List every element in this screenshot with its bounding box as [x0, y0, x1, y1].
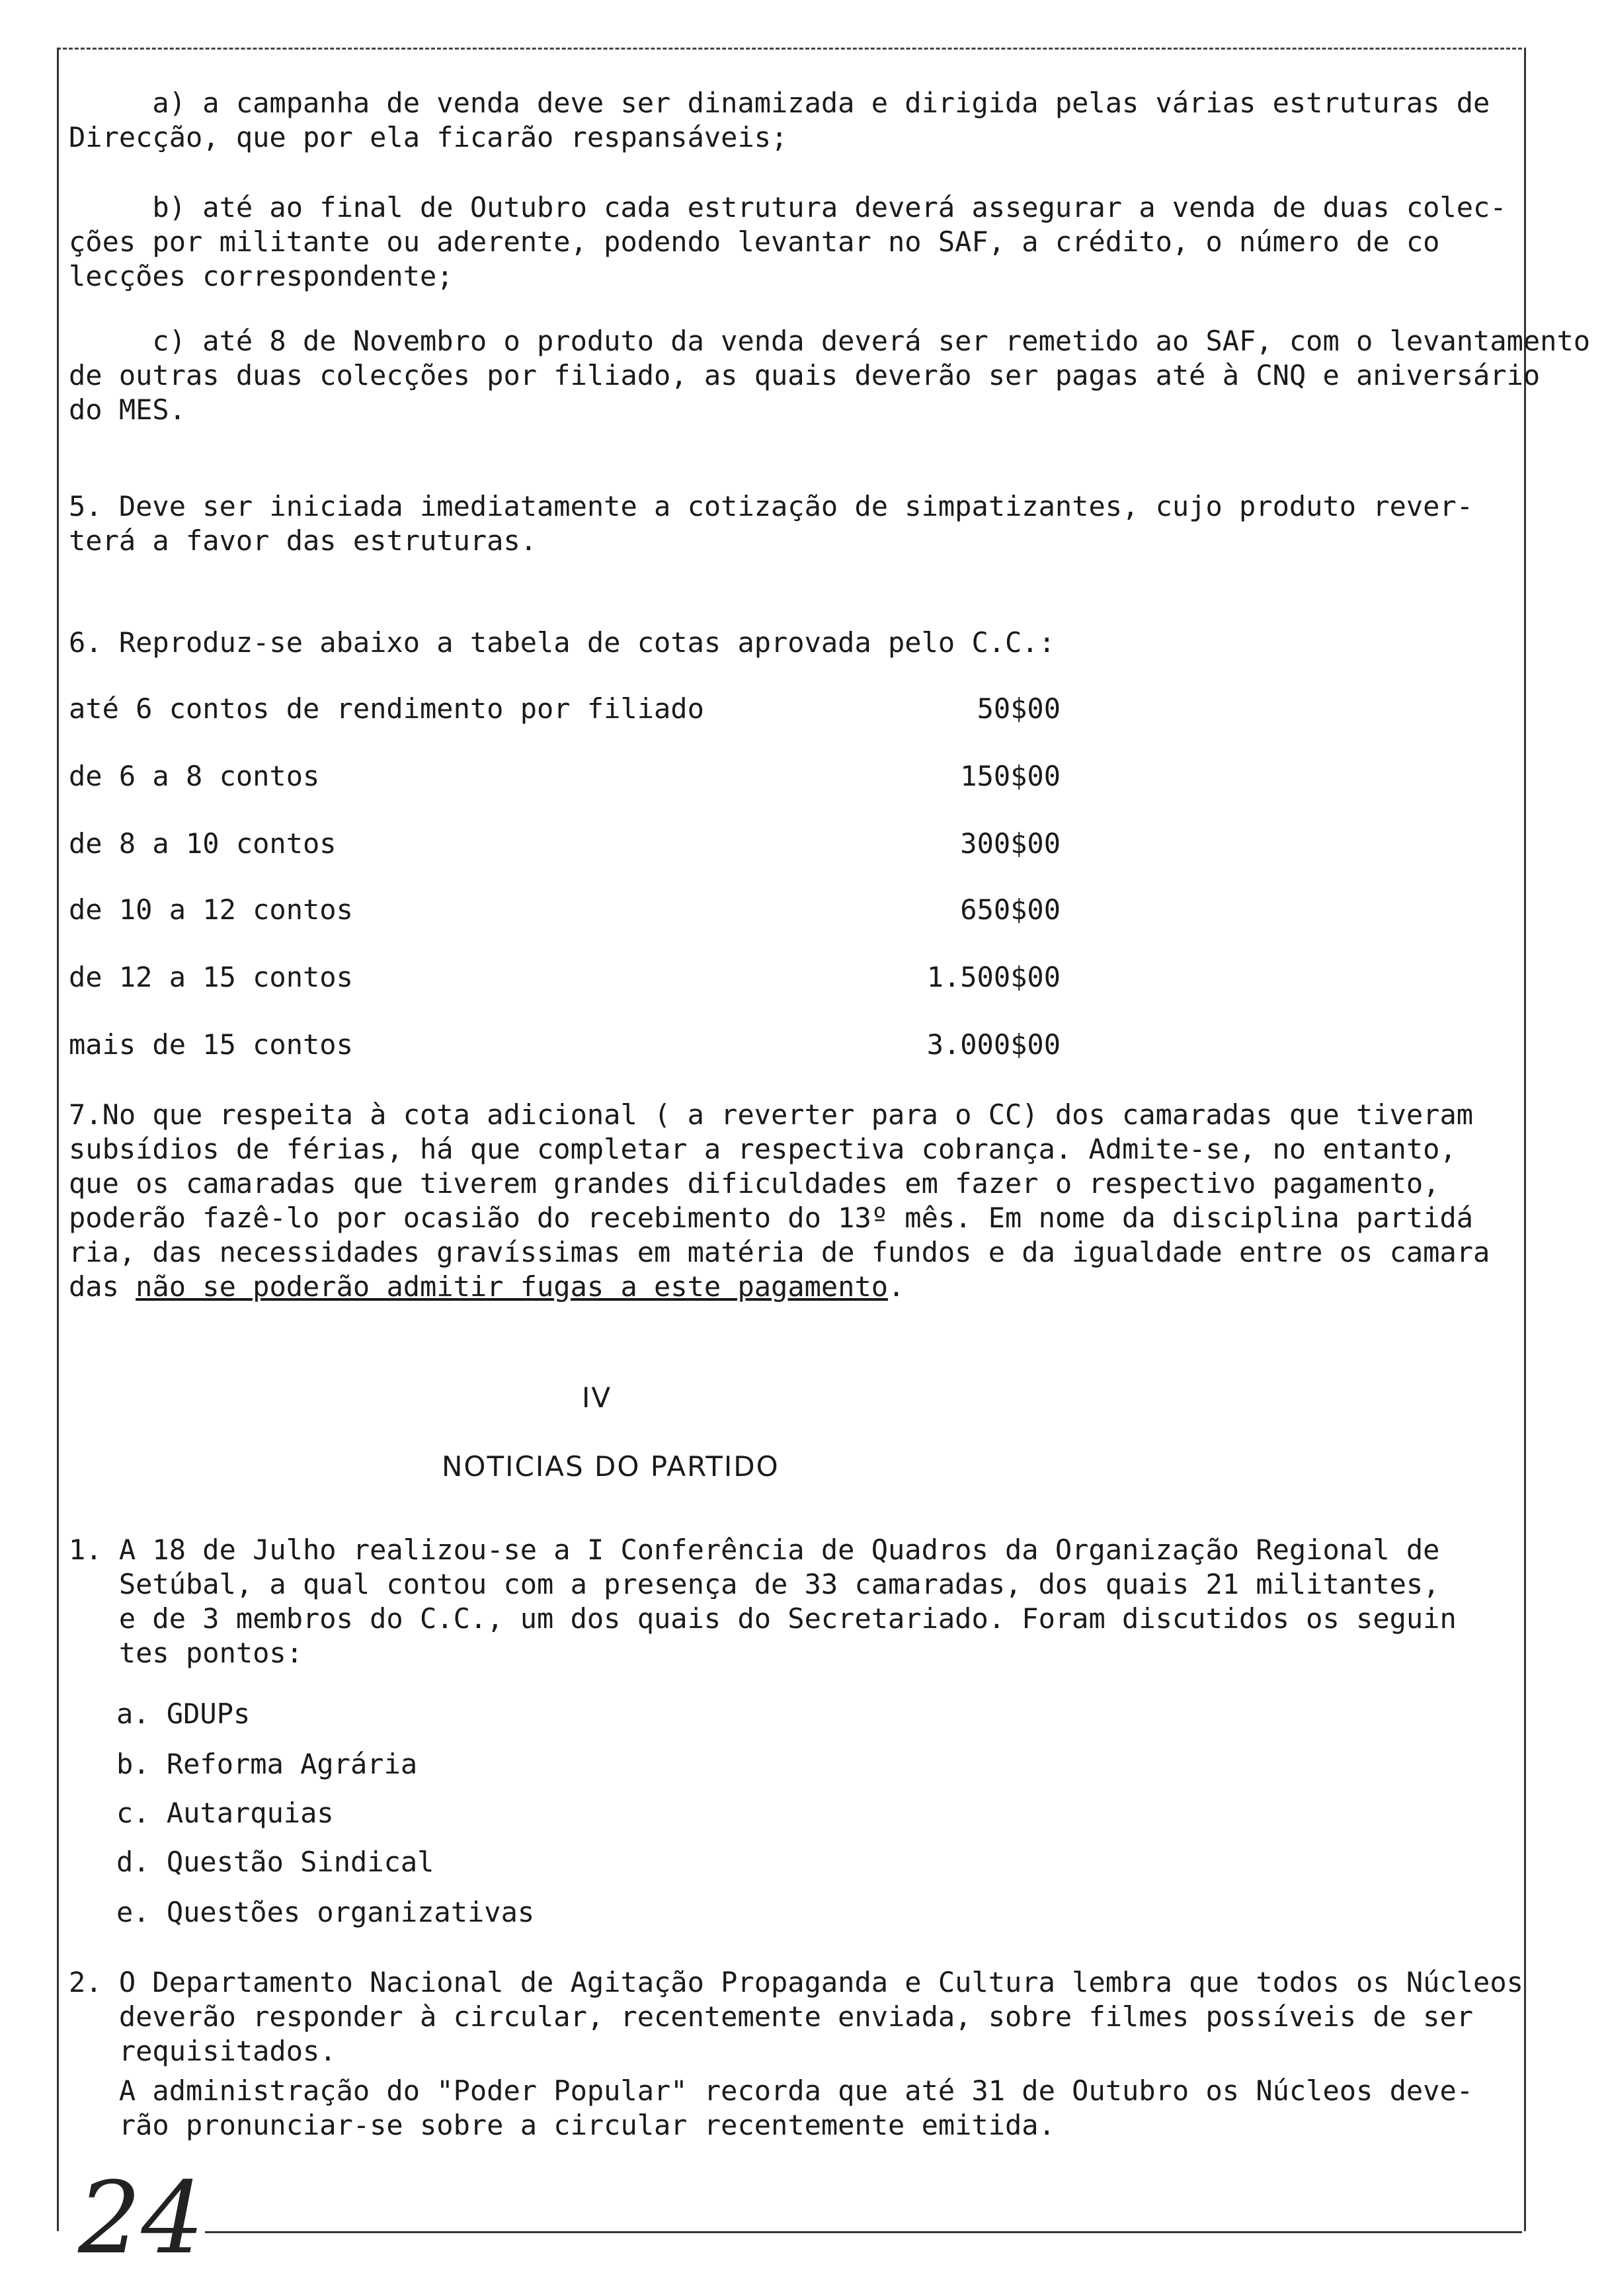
section-b-text: b) até ao final de Outubro cada estrutura deverá assegurar a venda de duas colec- ções por militante ou aderente, podendo levantar no SAF, a crédito, o número de co lecções correspondente;: [69, 191, 1507, 292]
quota-label: de 12 a 15 contos: [69, 961, 353, 993]
news-item-1: 1. A 18 de Julho realizou-se a I Conferência de Quadros da Organização Regional de Setúbal, a qual contou com a presença de 33 camaradas, dos quais 21 militantes, e de 3 membros do C.C., um dos quais do Secretariado. Foram discutidos os seguin tes pontos:: [69, 1534, 1457, 1669]
quota-value: 300$00: [960, 827, 1061, 860]
section-a-text: a) a campanha de venda deve ser dinamizada e dirigida pelas várias estruturas de Direcção, que por ela ficarão respansáveis;: [69, 87, 1490, 153]
quota-label: de 10 a 12 contos: [69, 893, 353, 926]
bottom-border-line: [205, 2231, 1522, 2233]
item-7-end: .: [888, 1270, 905, 1303]
quota-label: de 8 a 10 contos: [69, 827, 337, 860]
news-item-2: 2. O Departamento Nacional de Agitação Propaganda e Cultura lembra que todos os Núcleos deverão responder à circular, recentemente enviada, sobre filmes possíveis de ser requisitados.: [69, 1966, 1523, 2067]
item-5-text: 5. Deve ser iniciada imediatamente a cotização de simpatizantes, cujo produto rever- terá a favor das estruturas.: [69, 490, 1474, 557]
list-item: d. Questão Sindical: [116, 1846, 434, 1878]
item-7-text: [69, 1098, 1523, 1304]
quota-value: 3.000$00: [926, 1028, 1061, 1061]
item-6-intro: 6. Reproduz-se abaixo a tabela de cotas aprovada pelo C.C.:: [69, 626, 1055, 659]
quota-value: 50$00: [977, 692, 1061, 725]
quota-label: até 6 contos de rendimento por filiado: [69, 692, 704, 725]
page-number: 24: [78, 2161, 204, 2276]
quota-value: 650$00: [960, 893, 1061, 926]
item-7-underlined: não se poderão admitir fugas a este pagamento: [136, 1270, 889, 1303]
quota-label: mais de 15 contos: [69, 1028, 353, 1061]
list-item: a. GDUPs: [116, 1698, 251, 1730]
list-item: e. Questões organizativas: [116, 1896, 535, 1928]
section-c-text: c) até 8 de Novembro o produto da venda deverá ser remetido ao SAF, com o levantamento de outras duas colecções por filiado, as quais deverão ser pagas até à CNQ e aniversário do MES.: [69, 325, 1591, 426]
section-title: NOTICIAS DO PARTIDO: [442, 1450, 780, 1483]
item-7-main: 7.No que respeita à cota adicional ( a reverter para o CC) dos camaradas que tiveram subsídios de férias, há que completar a respectiva cobrança. Admite-se, no entanto, que os camaradas que tiverem grandes dificuldades em fazer o respectivo pagamento, poderão fazê-lo por ocasião do recebimento do 13º mês. Em nome da disciplina partidá ria, das necessidades gravíssimas em matéria de fundos e da igualdade entre os camara das: [69, 1098, 1490, 1303]
list-item: b. Reforma Agrária: [116, 1748, 418, 1780]
news-item-2-note: A administração do "Poder Popular" recorda que até 31 de Outubro os Núcleos deve- rão pronunciar-se sobre a circular recentemente emitida.: [118, 2074, 1474, 2141]
section-numeral: IV: [582, 1381, 612, 1414]
quota-value: 1.500$00: [926, 961, 1061, 993]
quota-label: de 6 a 8 contos: [69, 760, 320, 792]
quota-value: 150$00: [960, 760, 1061, 792]
list-item: c. Autarquias: [116, 1797, 334, 1829]
